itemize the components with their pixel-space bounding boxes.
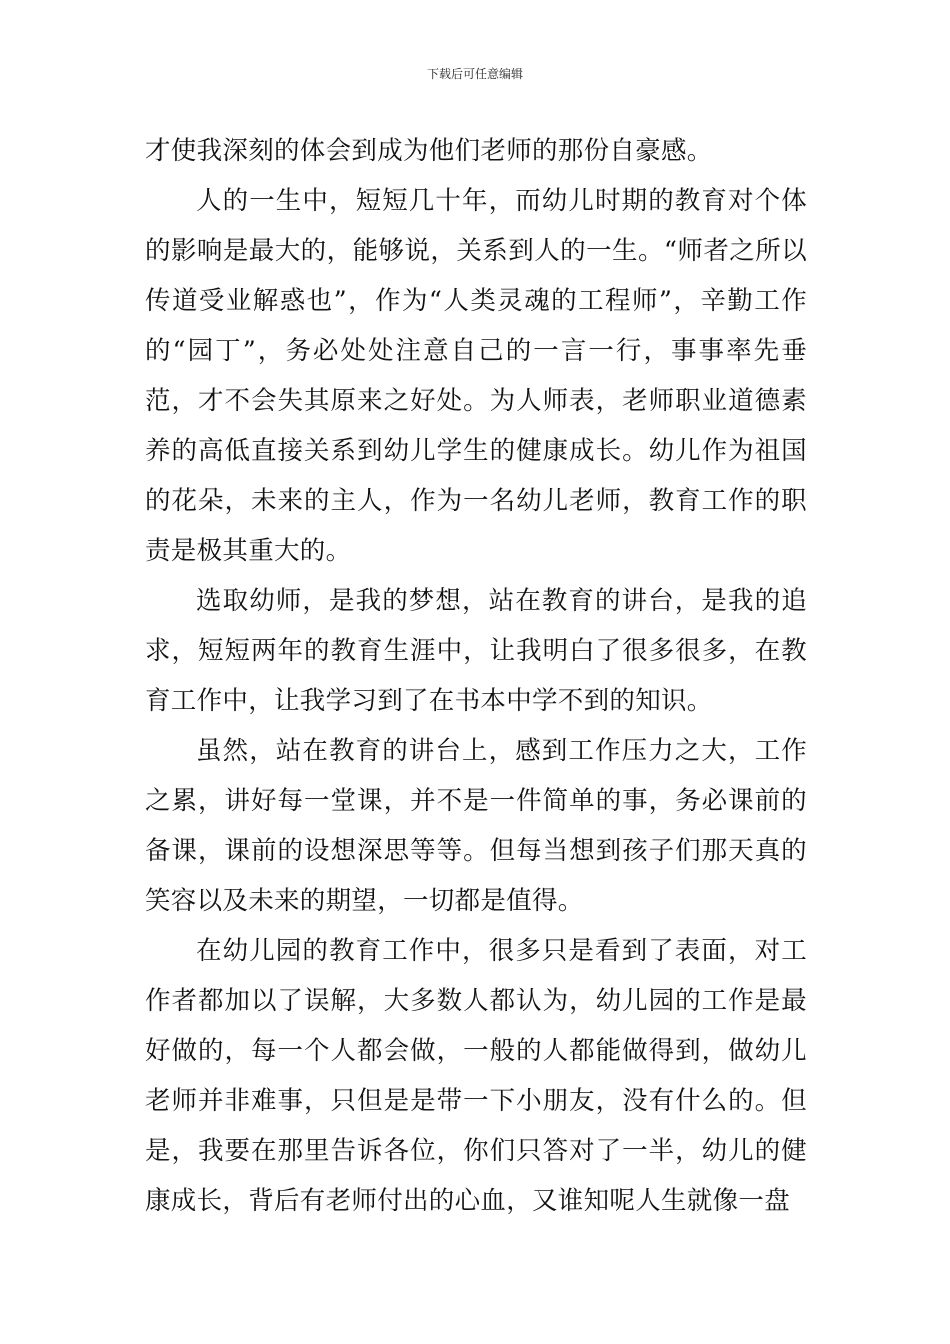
paragraph: 虽然，站在教育的讲台上，感到工作压力之大，工作之累，讲好每一堂课，并不是一件简单的事，务必课前的备课，课前的设想深思等等。但每当想到孩子们那天真的笑容以及未来的期望，一切都是值得。 bbox=[145, 736, 807, 916]
paragraph: 在幼儿园的教育工作中，很多只是看到了表面，对工作者都加以了误解，大多数人都认为，幼儿园的工作是最好做的，每一个人都会做，一般的人都能做得到，做幼儿老师并非难事，只但是是带一下小朋友，没有什么的。但是，我要在那里告诉各位，你们只答对了一半，幼儿的健康成长，背后有老师付出的心血，又谁知呢人生就像一盘 bbox=[145, 936, 807, 1216]
paragraph-continuation: 才使我深刻的体会到成为他们老师的那份自豪感。 bbox=[145, 136, 713, 166]
page-header: 下载后可任意编辑 bbox=[426, 67, 523, 81]
paragraph: 选取幼师，是我的梦想，站在教育的讲台，是我的追求，短短两年的教育生涯中，让我明白了很多很多，在教育工作中，让我学习到了在书本中学不到的知识。 bbox=[145, 586, 807, 716]
document-body bbox=[145, 126, 807, 1226]
paragraph: 人的一生中，短短几十年，而幼儿时期的教育对个体的影响是最大的，能够说，关系到人的一生。“师者之所以传道受业解惑也”，作为“人类灵魂的工程师”，辛勤工作的“园丁”，务必处处注意自己的一言一行，事事率先垂范，才不会失其原来之好处。为人师表，老师职业道德素养的高低直接关系到幼儿学生的健康成长。幼儿作为祖国的花朵，未来的主人，作为一名幼儿老师，教育工作的职责是极其重大的。 bbox=[145, 186, 807, 566]
